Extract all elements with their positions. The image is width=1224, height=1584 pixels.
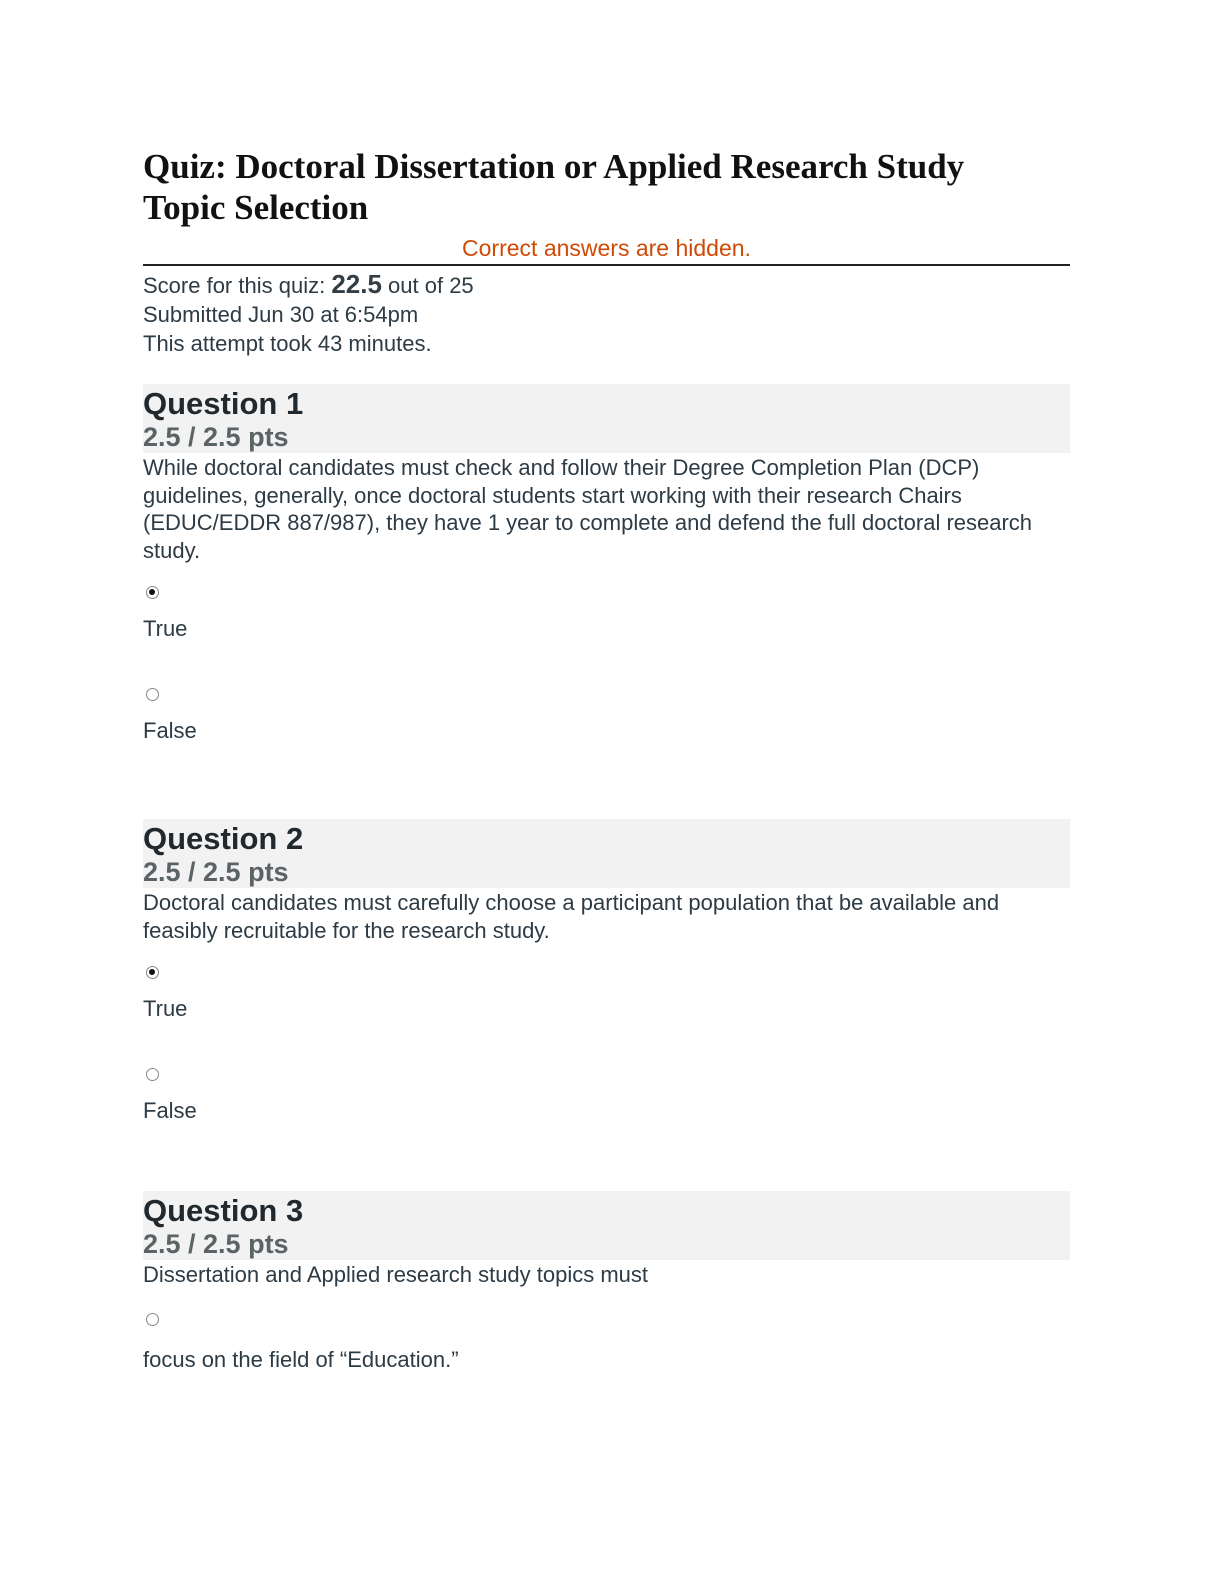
attempt-duration: This attempt took 43 minutes.: [143, 331, 432, 356]
question-2: [143, 819, 1070, 1125]
answer-option[interactable]: [143, 966, 1070, 1023]
radio-button[interactable]: [146, 688, 159, 701]
answers-hidden-notice: Correct answers are hidden.: [143, 233, 1070, 266]
score-value: 22.5: [331, 269, 382, 299]
question-header: [143, 384, 1070, 453]
page-title: [143, 146, 1070, 228]
answer-option[interactable]: [143, 1313, 1070, 1374]
radio-button[interactable]: [146, 1068, 159, 1081]
question-text: Doctoral candidates must carefully choose a participant population that be available and feasibly recruitable for the research study.: [143, 890, 1000, 943]
radio-button-selected[interactable]: [146, 586, 159, 599]
radio-button[interactable]: [146, 1313, 159, 1326]
page-title-line2: Topic Selection: [143, 188, 369, 227]
question-name: Question 1: [143, 386, 304, 421]
score-line: [143, 270, 1070, 300]
question-text: While doctoral candidates must check and follow their Degree Completion Plan (DCP) guidelines, generally, once doctoral students start working with their research Chairs (EDUC/EDDR 887/987), they have 1 year to complete and defend the full doctoral research study.: [143, 455, 1033, 563]
answer-option[interactable]: [143, 1068, 1070, 1125]
question-1: [143, 384, 1070, 745]
answer-label: False: [143, 718, 197, 743]
answer-label: True: [143, 616, 188, 641]
answer-option[interactable]: [143, 586, 1070, 643]
answer-label: False: [143, 1098, 197, 1123]
page-title-line1: Quiz: Doctoral Dissertation or Applied Research Study: [143, 147, 965, 186]
question-points: 2.5 / 2.5 pts: [143, 857, 289, 887]
question-text: Dissertation and Applied research study topics must: [143, 1262, 649, 1287]
question-points: 2.5 / 2.5 pts: [143, 1229, 289, 1259]
question-name: Question 2: [143, 821, 304, 856]
question-name: Question 3: [143, 1193, 304, 1228]
quiz-page: [143, 140, 1070, 1374]
radio-button-selected[interactable]: [146, 966, 159, 979]
answer-label: True: [143, 996, 188, 1021]
quiz-summary: [143, 270, 1070, 358]
question-header: [143, 819, 1070, 888]
score-suffix: out of 25: [381, 273, 474, 298]
score-label: Score for this quiz:: [143, 273, 332, 298]
question-header: [143, 1191, 1070, 1260]
question-3: [143, 1191, 1070, 1374]
answer-option[interactable]: [143, 688, 1070, 745]
answer-label: focus on the field of “Education.”: [143, 1346, 459, 1372]
question-points: 2.5 / 2.5 pts: [143, 422, 289, 452]
submitted-time: Submitted Jun 30 at 6:54pm: [143, 302, 419, 327]
